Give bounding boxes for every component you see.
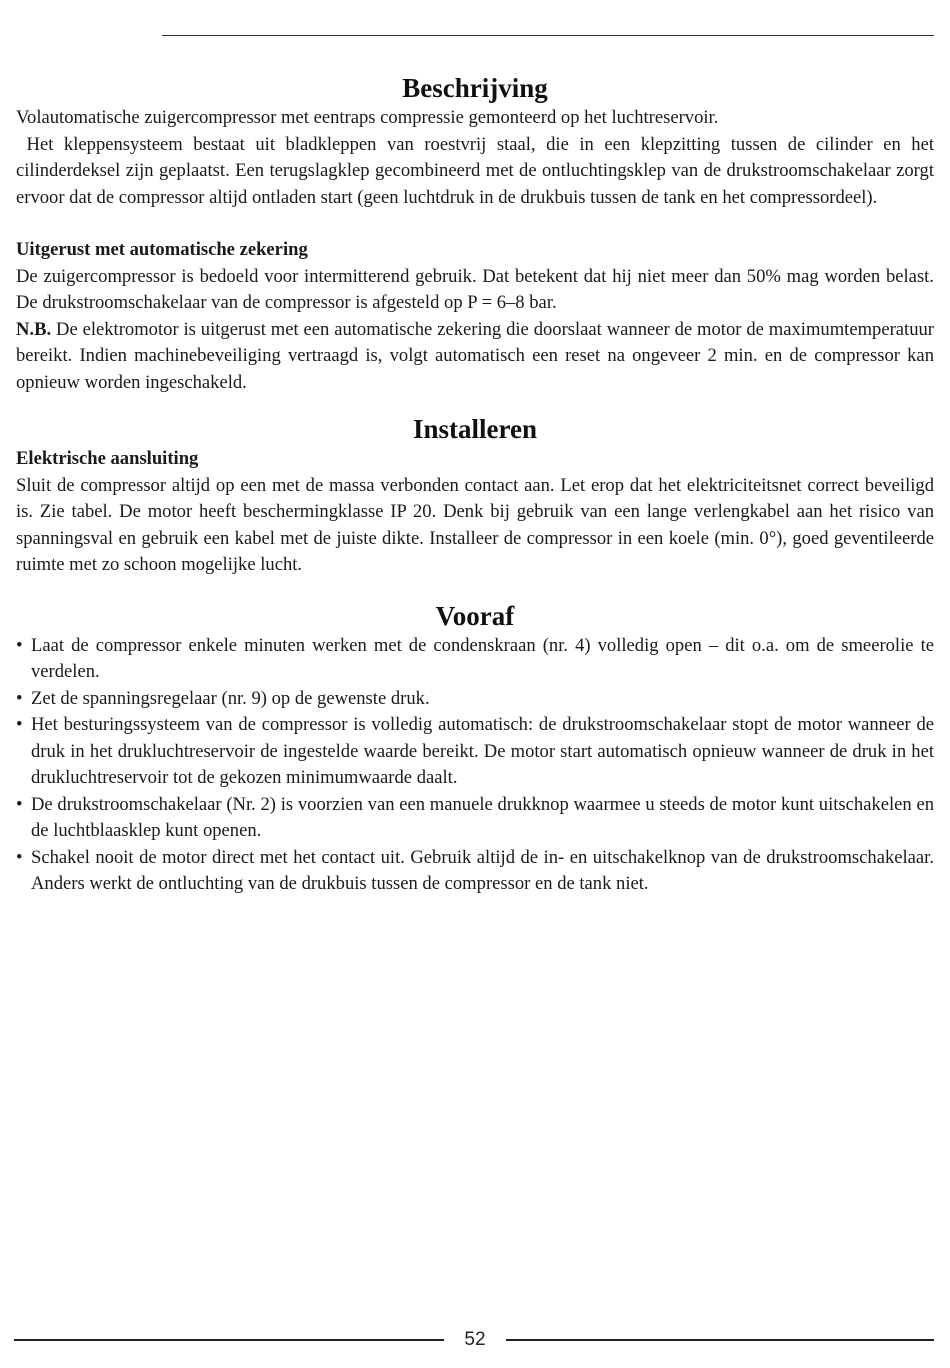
- paragraph-kleppensysteem: [16, 132, 934, 212]
- list-item-text: Het besturingssysteem van de compressor is volledig automatisch: de drukstroomschakelaar stopt de motor wanneer de druk in het drukluchtreservoir de ingestelde waarde bereikt. De motor start automatisch opnieuw wanneer de druk in het drukluchtreservoir tot de gekozen minimumwaarde daalt.: [31, 714, 934, 788]
- list-item: [16, 633, 934, 686]
- page-footer: [14, 1326, 934, 1354]
- vooraf-list: [16, 633, 934, 898]
- list-item: [16, 845, 934, 898]
- list-item: [16, 712, 934, 792]
- heading-installeren: Installeren: [412, 414, 537, 444]
- bullet-glyph: •: [16, 634, 23, 656]
- header-rule: [162, 35, 934, 36]
- paragraph-intro: Volautomatische zuigercompressor met eentraps compressie gemonteerd op het luchtreservoir.: [16, 107, 719, 128]
- list-item: [16, 686, 934, 713]
- note-text: De elektromotor is uitgerust met een automatische zekering die doorslaat wanneer de motor de maximumtemperatuur bereikt. Indien machinebeveiliging vertraagd is, volgt automatisch een reset na ongeveer 2 min. en de compressor kan opnieuw worden ingeschakeld.: [16, 318, 934, 393]
- subheading-zekering: Uitgerust met automatische zekering: [16, 239, 308, 260]
- note-label: N.B.: [16, 318, 52, 340]
- paragraph-intermitterend: De zuigercompressor is bedoeld voor intermitterend gebruik. Dat betekent dat hij niet meer dan 50% mag worden belast. De drukstroomschakelaar van de compressor is afgesteld op P = 6–8 bar.: [16, 265, 934, 313]
- paragraph-note: [16, 317, 934, 397]
- page-content: [16, 71, 934, 898]
- paragraph-aansluiting: Sluit de compressor altijd op een met de massa verbonden contact aan. Let erop dat het elektriciteitsnet correct beveiligd is. Zie tabel. De motor heeft beschermingklasse IP 20. Denk bij gebruik van een lange verlengkabel aan het risico van spanningsval en gebruik een kabel met de juiste dikte. Installeer de compressor in een koele (min. 0°), goed geventileerde ruimte met zo schoon mogelijke lucht.: [16, 474, 934, 575]
- list-item-text: Laat de compressor enkele minuten werken met de condenskraan (nr. 4) volledig open – dit o.a. om de smeerolie te verdelen.: [31, 634, 934, 682]
- heading-vooraf: Vooraf: [435, 600, 515, 631]
- list-item: [16, 792, 934, 845]
- section-beschrijving: [16, 71, 934, 396]
- subheading-elektrische-aansluiting: Elektrische aansluiting: [16, 448, 199, 469]
- bullet-glyph: •: [16, 793, 23, 815]
- paragraph-kleppensysteem-text: Het kleppensysteem bestaat uit bladkleppen van roestvrij staal, die in een klepzitting tussen de cilinder en het cilinderdeksel zijn geplaatst. Een terugslagklep gecombineerd met de ontluchtingsklep van de drukstroomschakelaar zorgt ervoor dat de compressor altijd ontladen start (geen luchtdruk in de drukbuis tussen de tank en het compressordeel).: [16, 133, 934, 208]
- footer-rule-right: [506, 1339, 934, 1341]
- bullet-glyph: •: [16, 687, 23, 709]
- bullet-glyph: •: [16, 714, 23, 735]
- footer-rule-left: [14, 1339, 444, 1341]
- heading-beschrijving: Beschrijving: [402, 73, 548, 103]
- list-item-text: De drukstroomschakelaar (Nr. 2) is voorzien van een manuele drukknop waarmee u steeds de motor kunt uitschakelen en de luchtblaasklep kunt openen.: [31, 793, 934, 841]
- section-vooraf: [16, 599, 934, 898]
- bullet-glyph: •: [16, 846, 23, 868]
- list-item-text: Schakel nooit de motor direct met het contact uit. Gebruik altijd de in- en uitschakelknop van de drukstroomschakelaar. Anders werkt de ontluchting van de drukbuis tussen de compressor en de tank niet.: [31, 846, 934, 894]
- list-item-text: Zet de spanningsregelaar (nr. 9) op de gewenste druk.: [31, 687, 430, 709]
- section-installeren: [16, 412, 934, 579]
- page-number: 52: [464, 1329, 486, 1350]
